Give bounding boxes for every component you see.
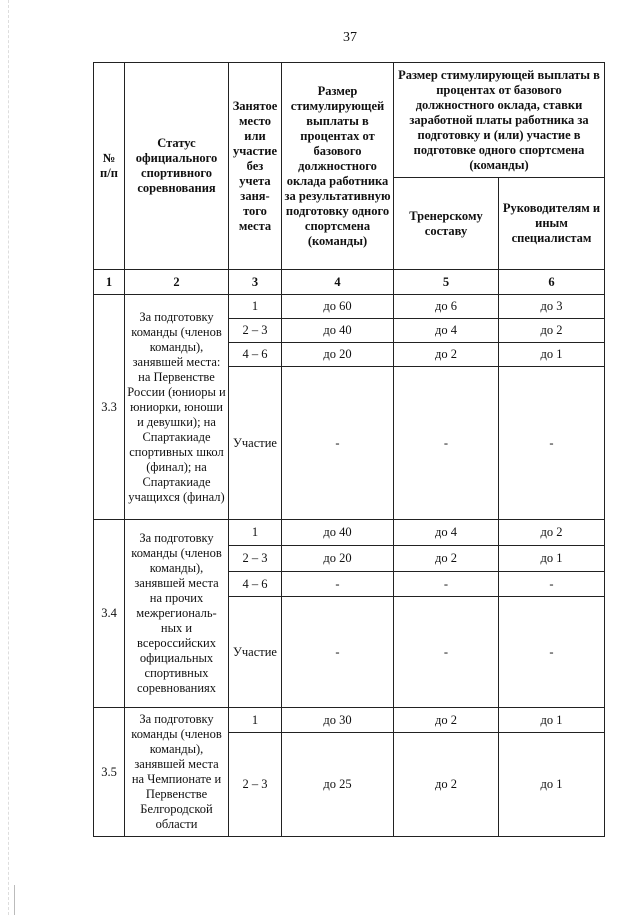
place-cell: 1	[229, 520, 282, 546]
result-payment-cell: -	[282, 572, 394, 597]
result-payment-cell: -	[282, 597, 394, 708]
header-status: Статус официального спортивного соревнования	[125, 63, 229, 270]
coaches-payment-cell: до 2	[394, 343, 499, 367]
coaches-payment-cell: -	[394, 367, 499, 520]
page-number: 37	[343, 30, 357, 45]
header-place: Занятое место или участие без учета заня-того места	[229, 63, 282, 270]
coaches-payment-cell: до 6	[394, 295, 499, 319]
header-training-payment: Размер стимулирующей выплаты в процентах от базового должностного оклада, ставки заработной платы работника за подготовку и (или) участие в подготовке одного спортсмена (команды)	[394, 63, 605, 178]
managers-payment-cell: до 1	[499, 343, 605, 367]
result-payment-cell: до 60	[282, 295, 394, 319]
column-number: 6	[499, 270, 605, 295]
row-number: 3.5	[94, 708, 125, 837]
table-row	[94, 295, 605, 319]
managers-payment-cell: -	[499, 597, 605, 708]
row-status: За подготовку команды (членов команды), занявшей места на прочих межрегиональ-ных и всероссийских официальных спортивных соревнованиях	[125, 520, 229, 708]
result-payment-cell: до 30	[282, 708, 394, 733]
coaches-payment-cell: до 2	[394, 733, 499, 837]
table-row	[94, 520, 605, 546]
column-number: 4	[282, 270, 394, 295]
table-row	[94, 708, 605, 733]
margin-mark	[14, 885, 15, 915]
managers-payment-cell: до 3	[499, 295, 605, 319]
coaches-payment-cell: до 2	[394, 708, 499, 733]
result-payment-cell: -	[282, 367, 394, 520]
coaches-payment-cell: до 4	[394, 319, 499, 343]
coaches-payment-cell: -	[394, 572, 499, 597]
row-number: 3.4	[94, 520, 125, 708]
place-cell: 2 – 3	[229, 733, 282, 837]
managers-payment-cell: до 2	[499, 319, 605, 343]
header-coaches: Тренерскому составу	[394, 178, 499, 270]
managers-payment-cell: до 1	[499, 733, 605, 837]
result-payment-cell: до 25	[282, 733, 394, 837]
result-payment-cell: до 40	[282, 520, 394, 546]
place-cell: 2 – 3	[229, 546, 282, 572]
header-managers: Руководителям и иным специалистам	[499, 178, 605, 270]
column-number: 5	[394, 270, 499, 295]
managers-payment-cell: до 1	[499, 546, 605, 572]
column-number: 2	[125, 270, 229, 295]
column-number: 3	[229, 270, 282, 295]
result-payment-cell: до 40	[282, 319, 394, 343]
row-number: 3.3	[94, 295, 125, 520]
managers-payment-cell: -	[499, 367, 605, 520]
document-table-wrapper	[93, 62, 604, 837]
column-number: 1	[94, 270, 125, 295]
payment-table	[93, 62, 605, 837]
place-cell: 1	[229, 295, 282, 319]
header-result-payment: Размер стимулирующей выплаты в процентах от базового должностного оклада работника за результативную подготовку одного спортсмена (команды)	[282, 63, 394, 270]
managers-payment-cell: -	[499, 572, 605, 597]
row-status: За подготовку команды (членов команды), занявшей места: на Первенстве России (юниоры и юниорки, юноши и девушки); на Спартакиаде спортивных школ (финал); на Спартакиаде учащихся (финал)	[125, 295, 229, 520]
coaches-payment-cell: -	[394, 597, 499, 708]
coaches-payment-cell: до 4	[394, 520, 499, 546]
place-cell: Участие	[229, 367, 282, 520]
managers-payment-cell: до 1	[499, 708, 605, 733]
managers-payment-cell: до 2	[499, 520, 605, 546]
coaches-payment-cell: до 2	[394, 546, 499, 572]
row-status: За подготовку команды (членов команды), занявшей места на Чемпионате и Первенстве Белгородской области	[125, 708, 229, 837]
result-payment-cell: до 20	[282, 546, 394, 572]
result-payment-cell: до 20	[282, 343, 394, 367]
page-left-edge	[8, 0, 9, 915]
place-cell: 4 – 6	[229, 572, 282, 597]
place-cell: Участие	[229, 597, 282, 708]
place-cell: 4 – 6	[229, 343, 282, 367]
place-cell: 2 – 3	[229, 319, 282, 343]
column-number-row	[94, 270, 605, 295]
place-cell: 1	[229, 708, 282, 733]
header-number: № п/п	[94, 63, 125, 270]
